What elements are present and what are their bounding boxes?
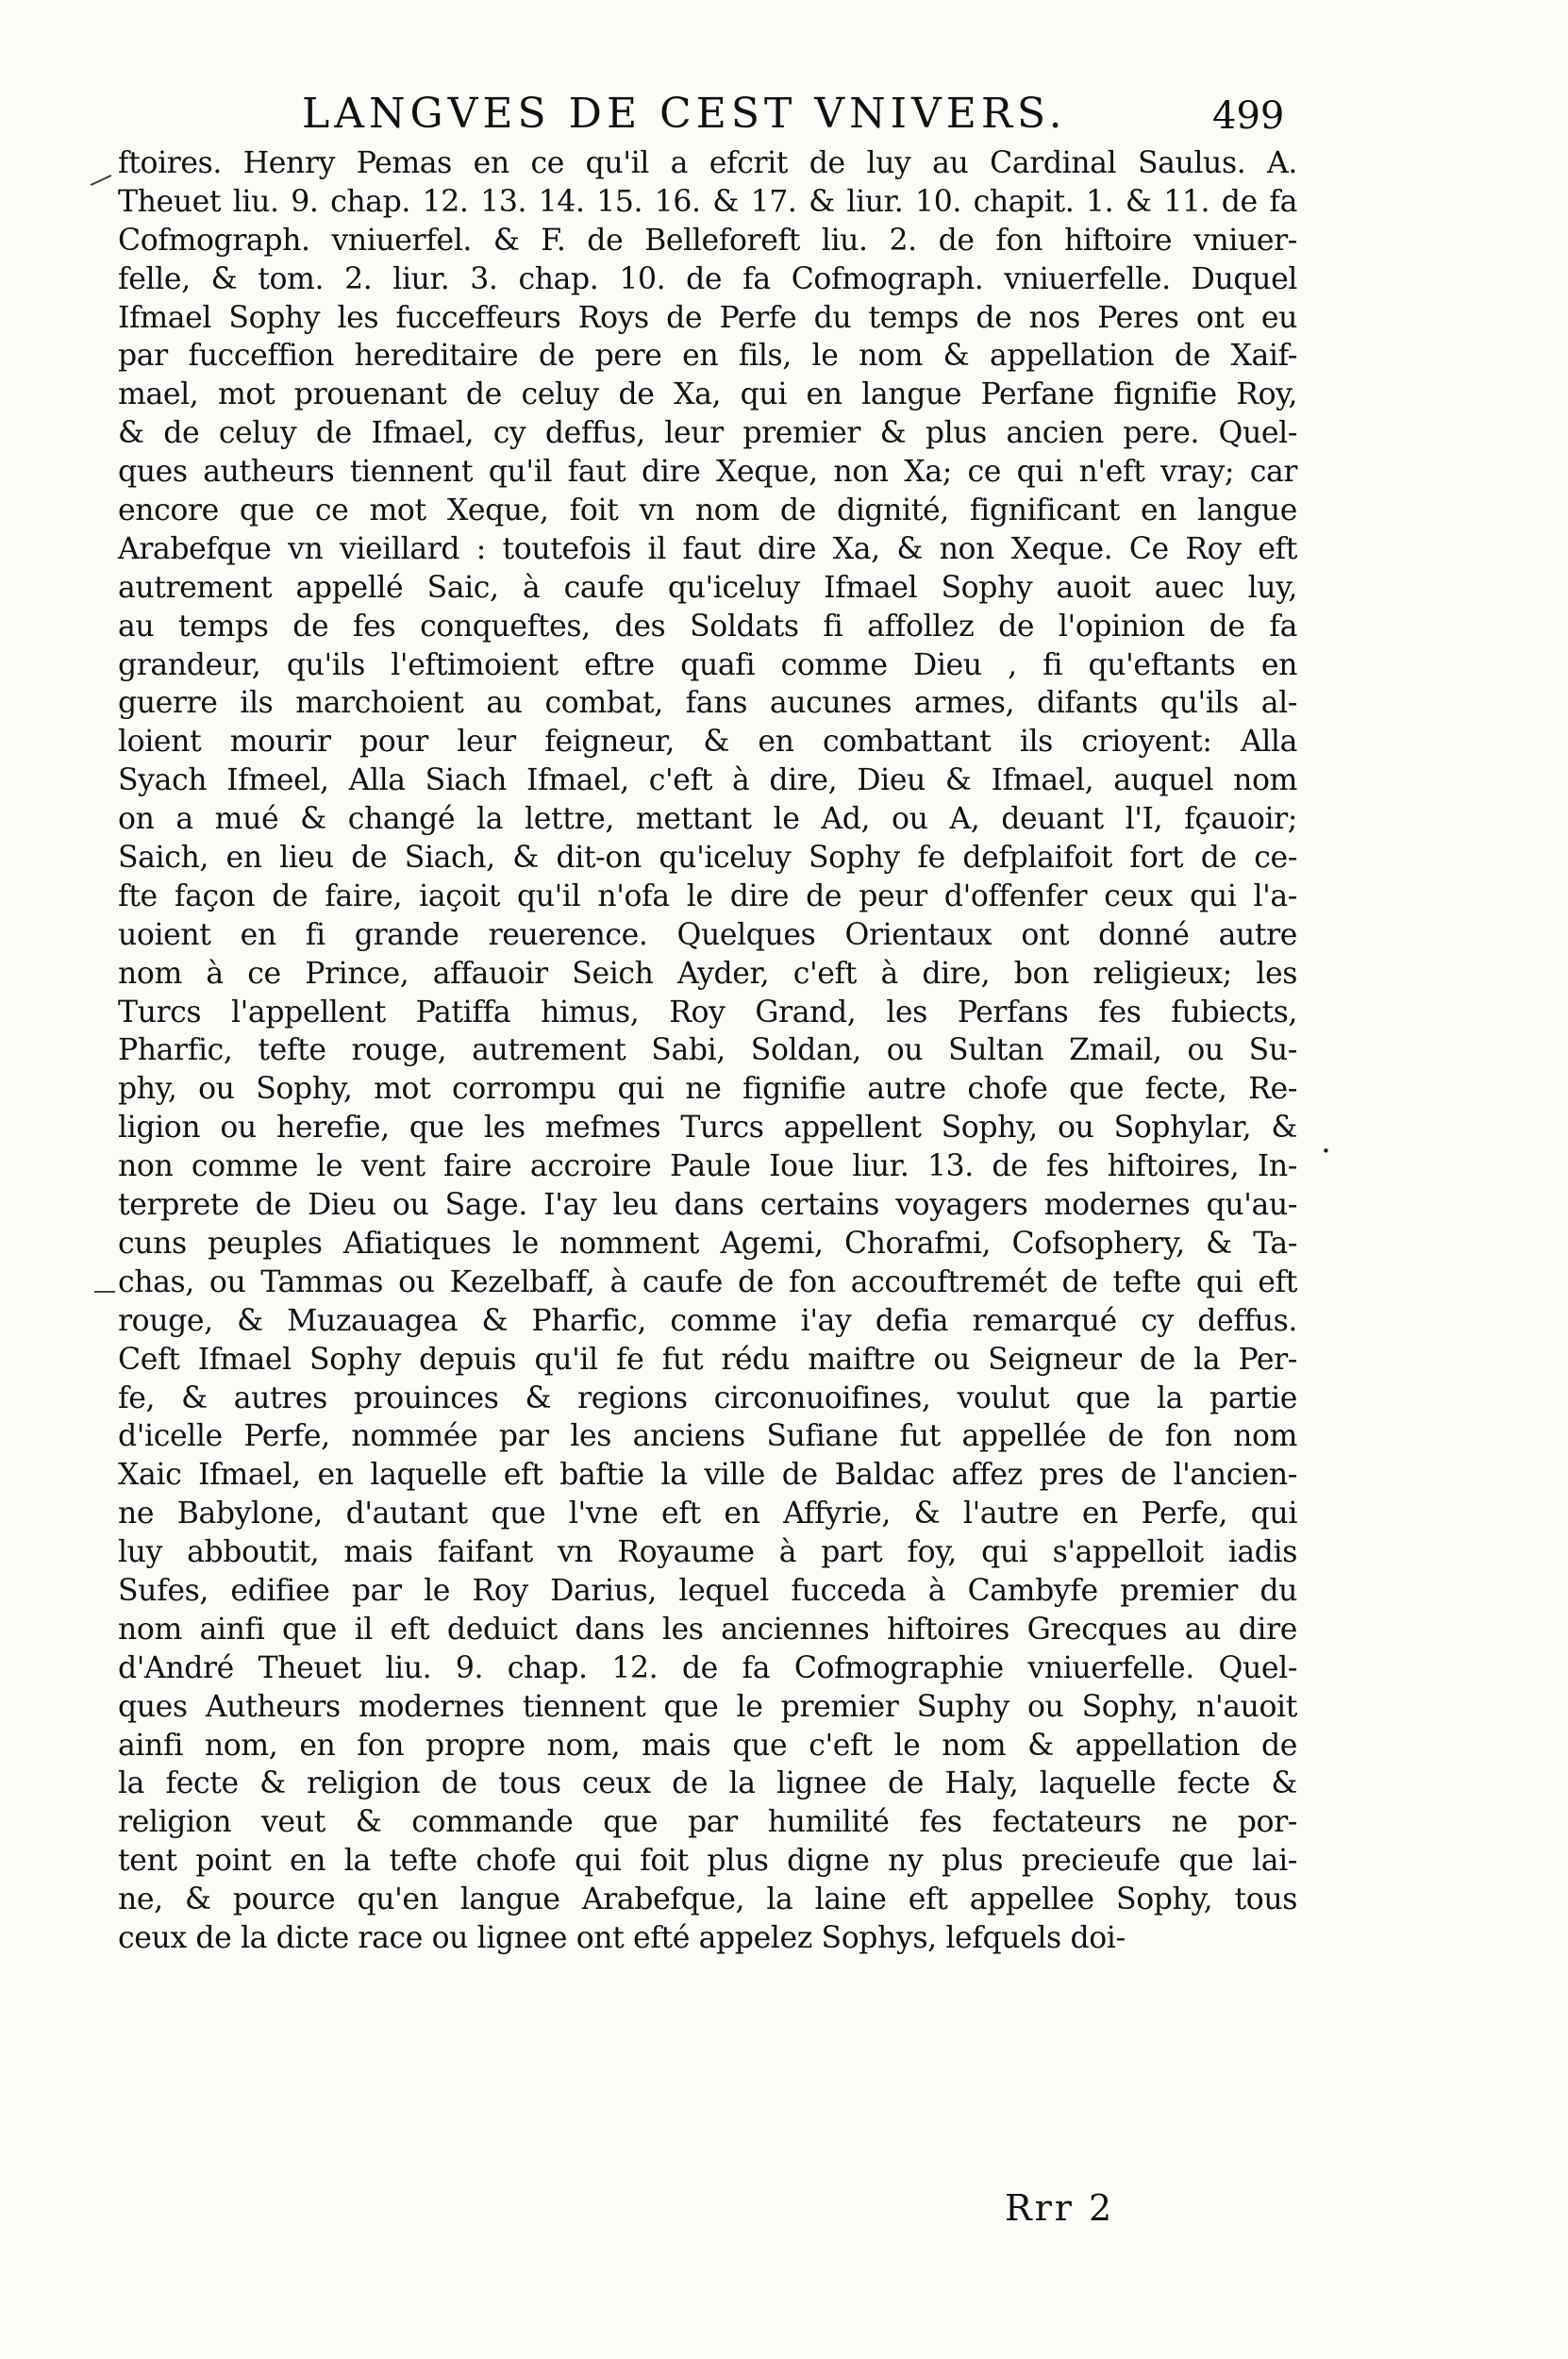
text-line: guerre ils marchoient au combat, fans aucunes armes, difants qu'ils al- [118,686,1297,721]
text-line: d'André Theuet liu. 9. chap. 12. de fa Cofmographie vniuerfelle. Quel- [118,1650,1297,1685]
text-line: ceux de la dicte race ou lignee ont efté appelez Sophys, lefquels doi- [118,1920,1126,1955]
text-line: luy abboutit, mais faifant vn Royaume à part foy, qui s'appelloit iadis [118,1535,1297,1570]
text-line: la fecte & religion de tous ceux de la lignee de Haly, laquelle fecte & [118,1766,1297,1801]
text-line: nom ainfi que il eft deduict dans les anciennes hiftoires Grecques au dire [118,1612,1297,1647]
text-line: par fucceffion hereditaire de pere en fils, le nom & appellation de Xaif- [118,339,1297,374]
text-line: fe, & autres prouinces & regions circonuoifines, voulut que la partie [118,1380,1297,1415]
text-line: Ifmael Sophy les fucceffeurs Roys de Perfe du temps de nos Peres ont eu [118,300,1297,335]
text-line: mael, mot prouenant de celuy de Xa, qui en langue Perfane fignifie Roy, [118,377,1297,412]
text-line: tent point en la tefte chofe qui foit plus digne ny plus precieufe que lai- [118,1844,1297,1879]
text-line: Turcs l'appellent Patiffa himus, Roy Grand, les Perfans fes fubiects, [118,995,1297,1029]
text-line: phy, ou Sophy, mot corrompu qui ne fignifie autre chofe que fecte, Re- [118,1072,1297,1107]
text-line: rouge, & Muzauagea & Pharfic, comme i'ay defia remarqué cy deffus. [118,1303,1297,1338]
text-line: uoient en fi grande reuerence. Quelques Orientaux ont donné autre [118,917,1297,952]
text-line: fte façon de faire, iaçoit qu'il n'ofa le dire de peur d'offenfer ceux qui l'a- [118,878,1297,913]
text-line: ne Babylone, d'autant que l'vne eft en Affyrie, & l'autre en Perfe, qui [118,1497,1297,1531]
text-line: loient mourir pour leur feigneur, & en combattant ils crioyent: Alla [118,725,1297,760]
text-line: ques Autheurs modernes tiennent que le premier Suphy ou Sophy, n'auoit [118,1689,1297,1724]
text-line: encore que ce mot Xeque, foit vn nom de dignité, fignificant en langue [118,494,1297,528]
text-line: & de celuy de Ifmael, cy deffus, leur premier & plus ancien pere. Quel- [118,416,1297,451]
text-line: Sufes, edifiee par le Roy Darius, lequel fucceda à Cambyfe premier du [118,1573,1297,1608]
text-line: ftoires. Henry Pemas en ce qu'il a efcrit de luy au Cardinal Saulus. A. [118,146,1297,180]
body-text [118,144,1297,1958]
text-line: Theuet liu. 9. chap. 12. 13. 14. 15. 16. & 17. & liur. 10. chapit. 1. & 11. de fa [118,184,1297,219]
text-line: ainfi nom, en fon propre nom, mais que c'eft le nom & appellation de [118,1728,1297,1763]
text-line: on a mué & changé la lettre, mettant le Ad, ou A, deuant l'I, fçauoir; [118,802,1297,837]
text-line: non comme le vent faire accroire Paule Ioue liur. 13. de fes hiftoires, In- [118,1149,1297,1184]
text-line: Saich, en lieu de Siach, & dit-on qu'iceluy Sophy fe defplaifoit fort de ce- [118,841,1297,876]
text-line: terprete de Dieu ou Sage. I'ay leu dans certains voyagers modernes qu'au- [118,1188,1297,1223]
text-line: autrement appellé Saic, à caufe qu'iceluy Ifmael Sophy auoit auec luy, [118,570,1297,605]
gutter-mark: . [1321,1123,1331,1161]
text-line: cuns peuples Afiatiques le nomment Agemi, Chorafmi, Cofsophery, & Ta- [118,1226,1297,1261]
text-line: d'icelle Perfe, nommée par les anciens Sufiane fut appellée de fon nom [118,1419,1297,1454]
text-line: ques autheurs tiennent qu'il faut dire Xeque, non Xa; ce qui n'eft vray; car [118,455,1297,490]
running-head: LANGVES DE CEST VNIVERS. [302,90,1067,138]
text-line: au temps de fes conqueftes, des Soldats fi affollez de l'opinion de fa [118,609,1297,644]
text-line: Ceft Ifmael Sophy depuis qu'il fe fut rédu maiftre ou Seigneur de la Per- [118,1342,1297,1377]
text-line: religion veut & commande que par humilité fes fectateurs ne por- [118,1805,1297,1840]
text-line: Arabefque vn vieillard : toutefois il faut dire Xa, & non Xeque. Ce Roy eft [118,531,1297,566]
page-number: 499 [1212,94,1285,138]
text-line: Syach Ifmeel, Alla Siach Ifmael, c'eft à dire, Dieu & Ifmael, auquel nom [118,763,1297,798]
text-line: Xaic Ifmael, en laquelle eft baftie la ville de Baldac affez pres de l'ancien- [118,1458,1297,1493]
signature-mark: Rrr 2 [1005,2187,1115,2229]
text-line: nom à ce Prince, affauoir Seich Ayder, c'eft à dire, bon religieux; les [118,956,1297,991]
text-line: Pharfic, tefte rouge, autrement Sabi, Soldan, ou Sultan Zmail, ou Su- [118,1033,1297,1068]
text-line: Cofmograph. vniuerfel. & F. de Belleforeft liu. 2. de fon hiftoire vniuer- [118,223,1297,258]
scan-mark-bottom [94,1291,115,1293]
text-line: ne, & pource qu'en langue Arabefque, la laine eft appellee Sophy, tous [118,1882,1297,1917]
text-line: ligion ou herefie, que les mefmes Turcs appellent Sophy, ou Sophylar, & [118,1111,1297,1146]
text-line: felle, & tom. 2. liur. 3. chap. 10. de fa Cofmograph. vniuerfelle. Duquel [118,261,1297,296]
text-line: chas, ou Tammas ou Kezelbaff, à caufe de fon accouftremét de tefte qui eft [118,1264,1297,1299]
scan-mark-top [91,175,112,186]
text-line: grandeur, qu'ils l'eftimoient eftre quafi comme Dieu , fi qu'eftants en [118,647,1297,682]
